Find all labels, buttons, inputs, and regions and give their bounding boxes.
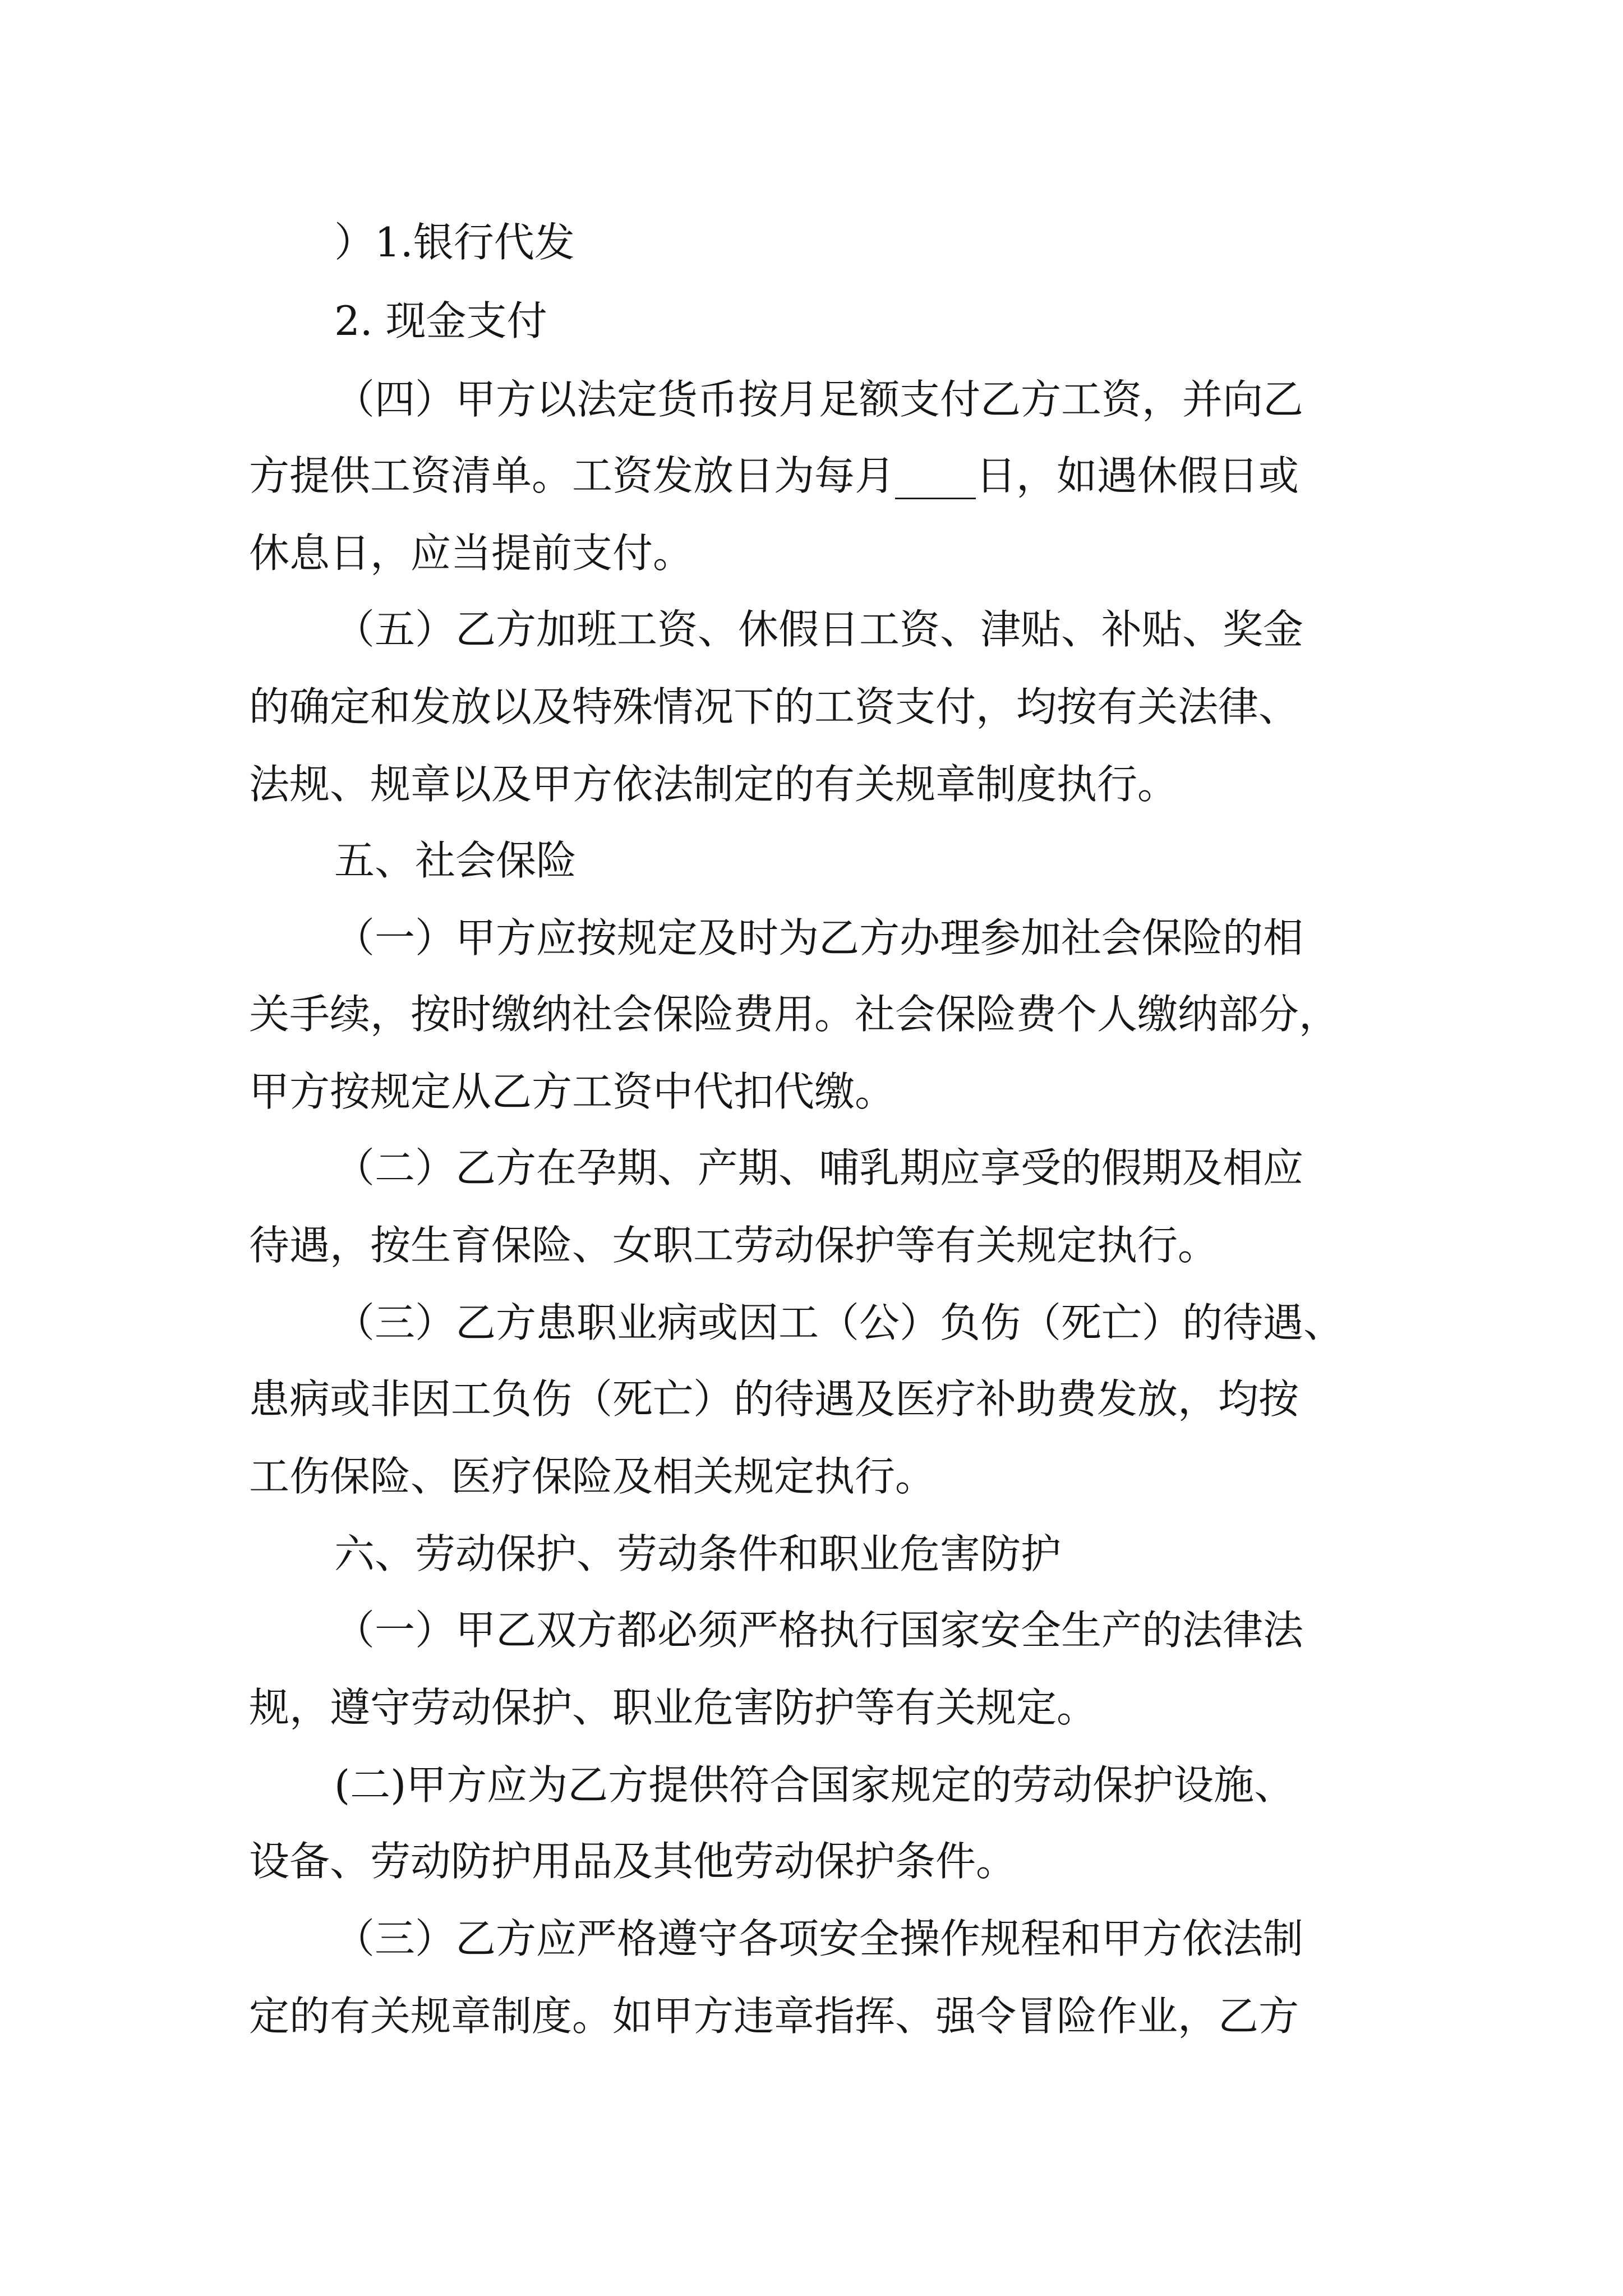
text-line: (二)甲方应为乙方提供符合国家规定的劳动保护设施、 xyxy=(334,1761,1295,1809)
text-line: （五）乙方加班工资、休假日工资、津贴、补贴、奖金 xyxy=(334,606,1304,653)
text-line: （四）甲方以法定货币按月足额支付乙方工资，并向乙 xyxy=(334,376,1304,423)
text-line: 休息日，应当提前支付。 xyxy=(249,530,694,577)
text-line: 规，遵守劳动保护、职业危害防护等有关规定。 xyxy=(249,1684,1098,1731)
text-line: 定的有关规章制度。如甲方违章指挥、强令冒险作业，乙方 xyxy=(249,1993,1299,2040)
text-line: （二）乙方在孕期、产期、哺乳期应享受的假期及相应 xyxy=(334,1144,1304,1191)
text-line: （一）甲乙双方都必须严格执行国家安全生产的法律法 xyxy=(334,1607,1304,1654)
text-line: 关手续，按时缴纳社会保险费用。社会保险费个人缴纳部分， xyxy=(249,991,1340,1038)
text-line: （一）甲方应按规定及时为乙方办理参加社会保险的相 xyxy=(334,914,1304,961)
section-heading-social-insurance: 五、社会保险 xyxy=(334,837,577,884)
text-line: 甲方按规定从乙方工资中代扣代缴。 xyxy=(249,1068,896,1115)
text-line: 法规、规章以及甲方依法制定的有关规章制度执行。 xyxy=(249,761,1178,808)
text-line: 工伤保险、医疗保险及相关规定执行。 xyxy=(249,1453,936,1500)
section-heading-labor-protection: 六、劳动保护、劳动条件和职业危害防护 xyxy=(334,1530,1062,1577)
text-line: （三）乙方应严格遵守各项安全操作规程和甲方依法制 xyxy=(334,1915,1304,1962)
text-line: 设备、劳动防护用品及其他劳动保护条件。 xyxy=(249,1838,1017,1885)
text-line: 的确定和发放以及特殊情况下的工资支付，均按有关法律、 xyxy=(249,683,1299,730)
text-line-payment-method-cash: 2. 现金支付 xyxy=(334,297,547,344)
text-line: 方提供工资清单。工资发放日为每月____日，如遇休假日或 xyxy=(249,452,1299,499)
text-line-payment-method-bank: ）1.银行代发 xyxy=(334,219,575,266)
text-line: 待遇，按生育保险、女职工劳动保护等有关规定执行。 xyxy=(249,1222,1219,1269)
text-line: （三）乙方患职业病或因工（公）负伤（死亡）的待遇、 xyxy=(334,1299,1344,1346)
text-line: 患病或非因工负伤（死亡）的待遇及医疗补助费发放，均按 xyxy=(249,1375,1299,1423)
